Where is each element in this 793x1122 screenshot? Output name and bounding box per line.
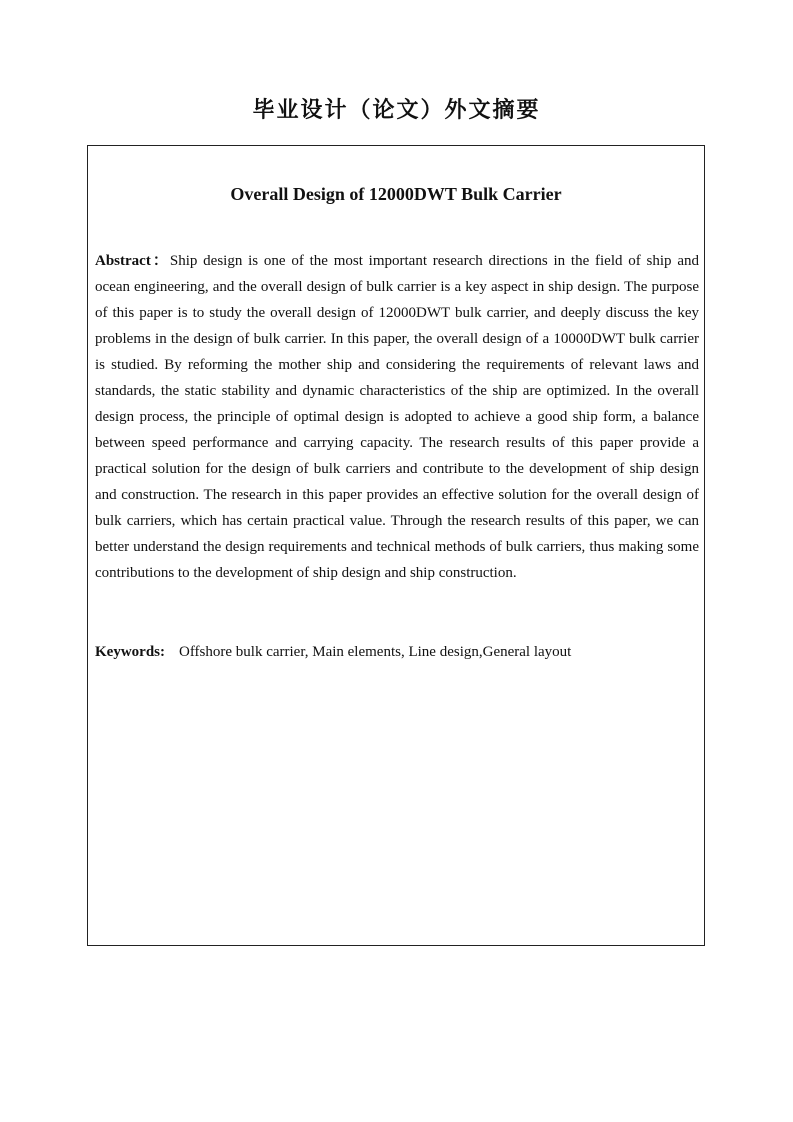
abstract-label: Abstract：: [95, 253, 170, 269]
paper-title: Overall Design of 12000DWT Bulk Carrier: [230, 184, 562, 204]
page-heading: 毕业设计（论文）外文摘要: [252, 98, 541, 123]
keywords-line: [95, 639, 699, 665]
keywords-text: Offshore bulk carrier, Main elements, Line design,General layout: [179, 644, 572, 660]
abstract-text: Ship design is one of the most important research directions in the field of ship and ocean engineering, and the overall design of bulk carrier is a key aspect in ship design. The purpose of this paper is to study the overall design of 12000DWT bulk carrier, and deeply discuss the key problems in the design of bulk carrier. In this paper, the overall design of a 10000DWT bulk carrier is studied. By reforming the mother ship and considering the requirements of relevant laws and standards, the static stability and dynamic characteristics of the ship are optimized. In the overall design process, the principle of optimal design is adopted to achieve a good ship form, a balance between speed performance and carrying capacity. The research results of this paper provide a practical solution for the design of bulk carriers and contribute to the development of ship design and construction. The research in this paper provides an effective solution for the overall design of bulk carriers, which has certain practical value. Through the research results of this paper, we can better understand the design requirements and technical methods of bulk carriers, thus making some contributions to the development of ship design and ship construction.: [95, 253, 699, 581]
abstract-paragraph: [95, 248, 699, 586]
keywords-label: Keywords:: [95, 644, 165, 660]
